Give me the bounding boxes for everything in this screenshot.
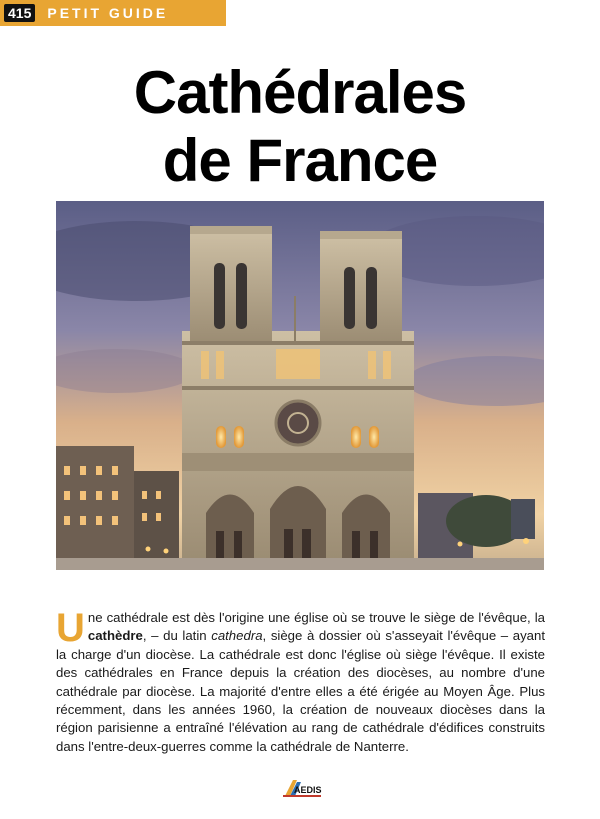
book-title-line-1: Cathédrales bbox=[133, 59, 467, 126]
series-band bbox=[0, 0, 226, 26]
series-name: PETIT GUIDE bbox=[47, 5, 169, 21]
description-italic-term: cathedra bbox=[211, 628, 263, 644]
cover-photo bbox=[56, 201, 544, 570]
description-text-1: ne cathédrale est dès l'origine une église où se trouve le siège de l'évêque, la bbox=[87, 610, 545, 625]
series-number: 415 bbox=[4, 4, 35, 22]
cathedral-illustration bbox=[56, 201, 544, 570]
book-title-line-2: de France bbox=[162, 127, 438, 194]
description-text-2: , – du latin bbox=[142, 628, 212, 644]
description-text-3: , siège à dossier où s'asseyait l'évêque – ayant la charge d'un diocèse. La cathédrale est donc l'église où siège l'évêque. Il existe des cathédrales en France depuis la création des diocèses, au nombre d'une cathédrale par diocèse. La majorité d'entre elles a été érigée au Moyen Âge. Plus récemment, dans les années 1960, la création de nouveaux diocèses dans la région parisienne a entraîné l'élévation au rang de cathédrale d'édifices construits dans l'entre-deux-guerres comme la cathédrale de Nanterre. bbox=[56, 628, 545, 754]
svg-text:AEDIS: AEDIS bbox=[294, 785, 322, 795]
description-paragraph bbox=[56, 606, 545, 756]
description-bold-term: cathèdre bbox=[87, 628, 143, 644]
publisher-logo bbox=[281, 778, 323, 798]
drop-cap: U bbox=[56, 606, 85, 650]
